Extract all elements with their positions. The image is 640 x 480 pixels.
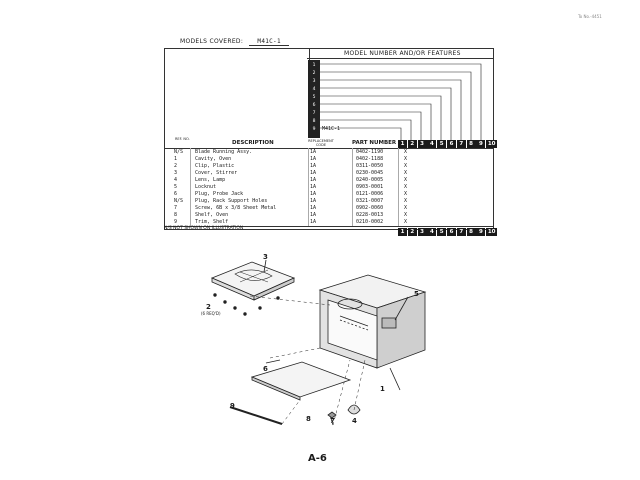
callout-1: 1: [380, 385, 385, 393]
models-covered: [180, 38, 289, 45]
page-label: A-6: [308, 453, 327, 464]
footnote: N/S NOT SHOWN ON ILLUSTRATION: [164, 226, 244, 231]
models-covered-label: MODELS COVERED:: [180, 38, 244, 45]
exploded-diagram: [190, 250, 450, 435]
model-name: M41C-1: [322, 126, 341, 132]
feature-strip: 1 2 3 4 5 6 7 8 9: [308, 60, 320, 138]
callout-2: 2: [206, 303, 211, 311]
divider: [398, 148, 399, 226]
callout-5: 5: [414, 290, 419, 298]
callout-8: 8: [306, 415, 311, 423]
col-description: DESCRIPTION: [232, 140, 274, 146]
divider: [307, 58, 494, 59]
col-ref: REF. NO.: [175, 137, 190, 141]
feature-number-row-top: 1 2 3 4 5 6 7 8 9 10: [398, 140, 498, 148]
callout-3: 3: [263, 253, 268, 261]
model-number-title: MODEL NUMBER AND/OR FEATURES: [344, 50, 461, 57]
feature-number-row-bottom: 1 2 3 4 5 6 7 8 9 10: [398, 228, 498, 236]
col-code: REPLACEMENT CODE: [308, 139, 334, 147]
logo-area: [164, 48, 310, 136]
callout-4: 4: [352, 417, 357, 425]
divider: [308, 148, 309, 226]
corner-note: To No.-4451: [578, 14, 602, 19]
callout-qty: (6 REQ'D): [201, 311, 221, 316]
col-part-number: PART NUMBER: [352, 140, 397, 146]
callout-6: 6: [263, 365, 268, 373]
callout-9: 9: [230, 402, 235, 410]
divider: [190, 148, 191, 226]
callout-7: 7: [330, 417, 335, 425]
divider: [352, 148, 353, 226]
models-covered-value: M41C-1: [249, 38, 288, 46]
